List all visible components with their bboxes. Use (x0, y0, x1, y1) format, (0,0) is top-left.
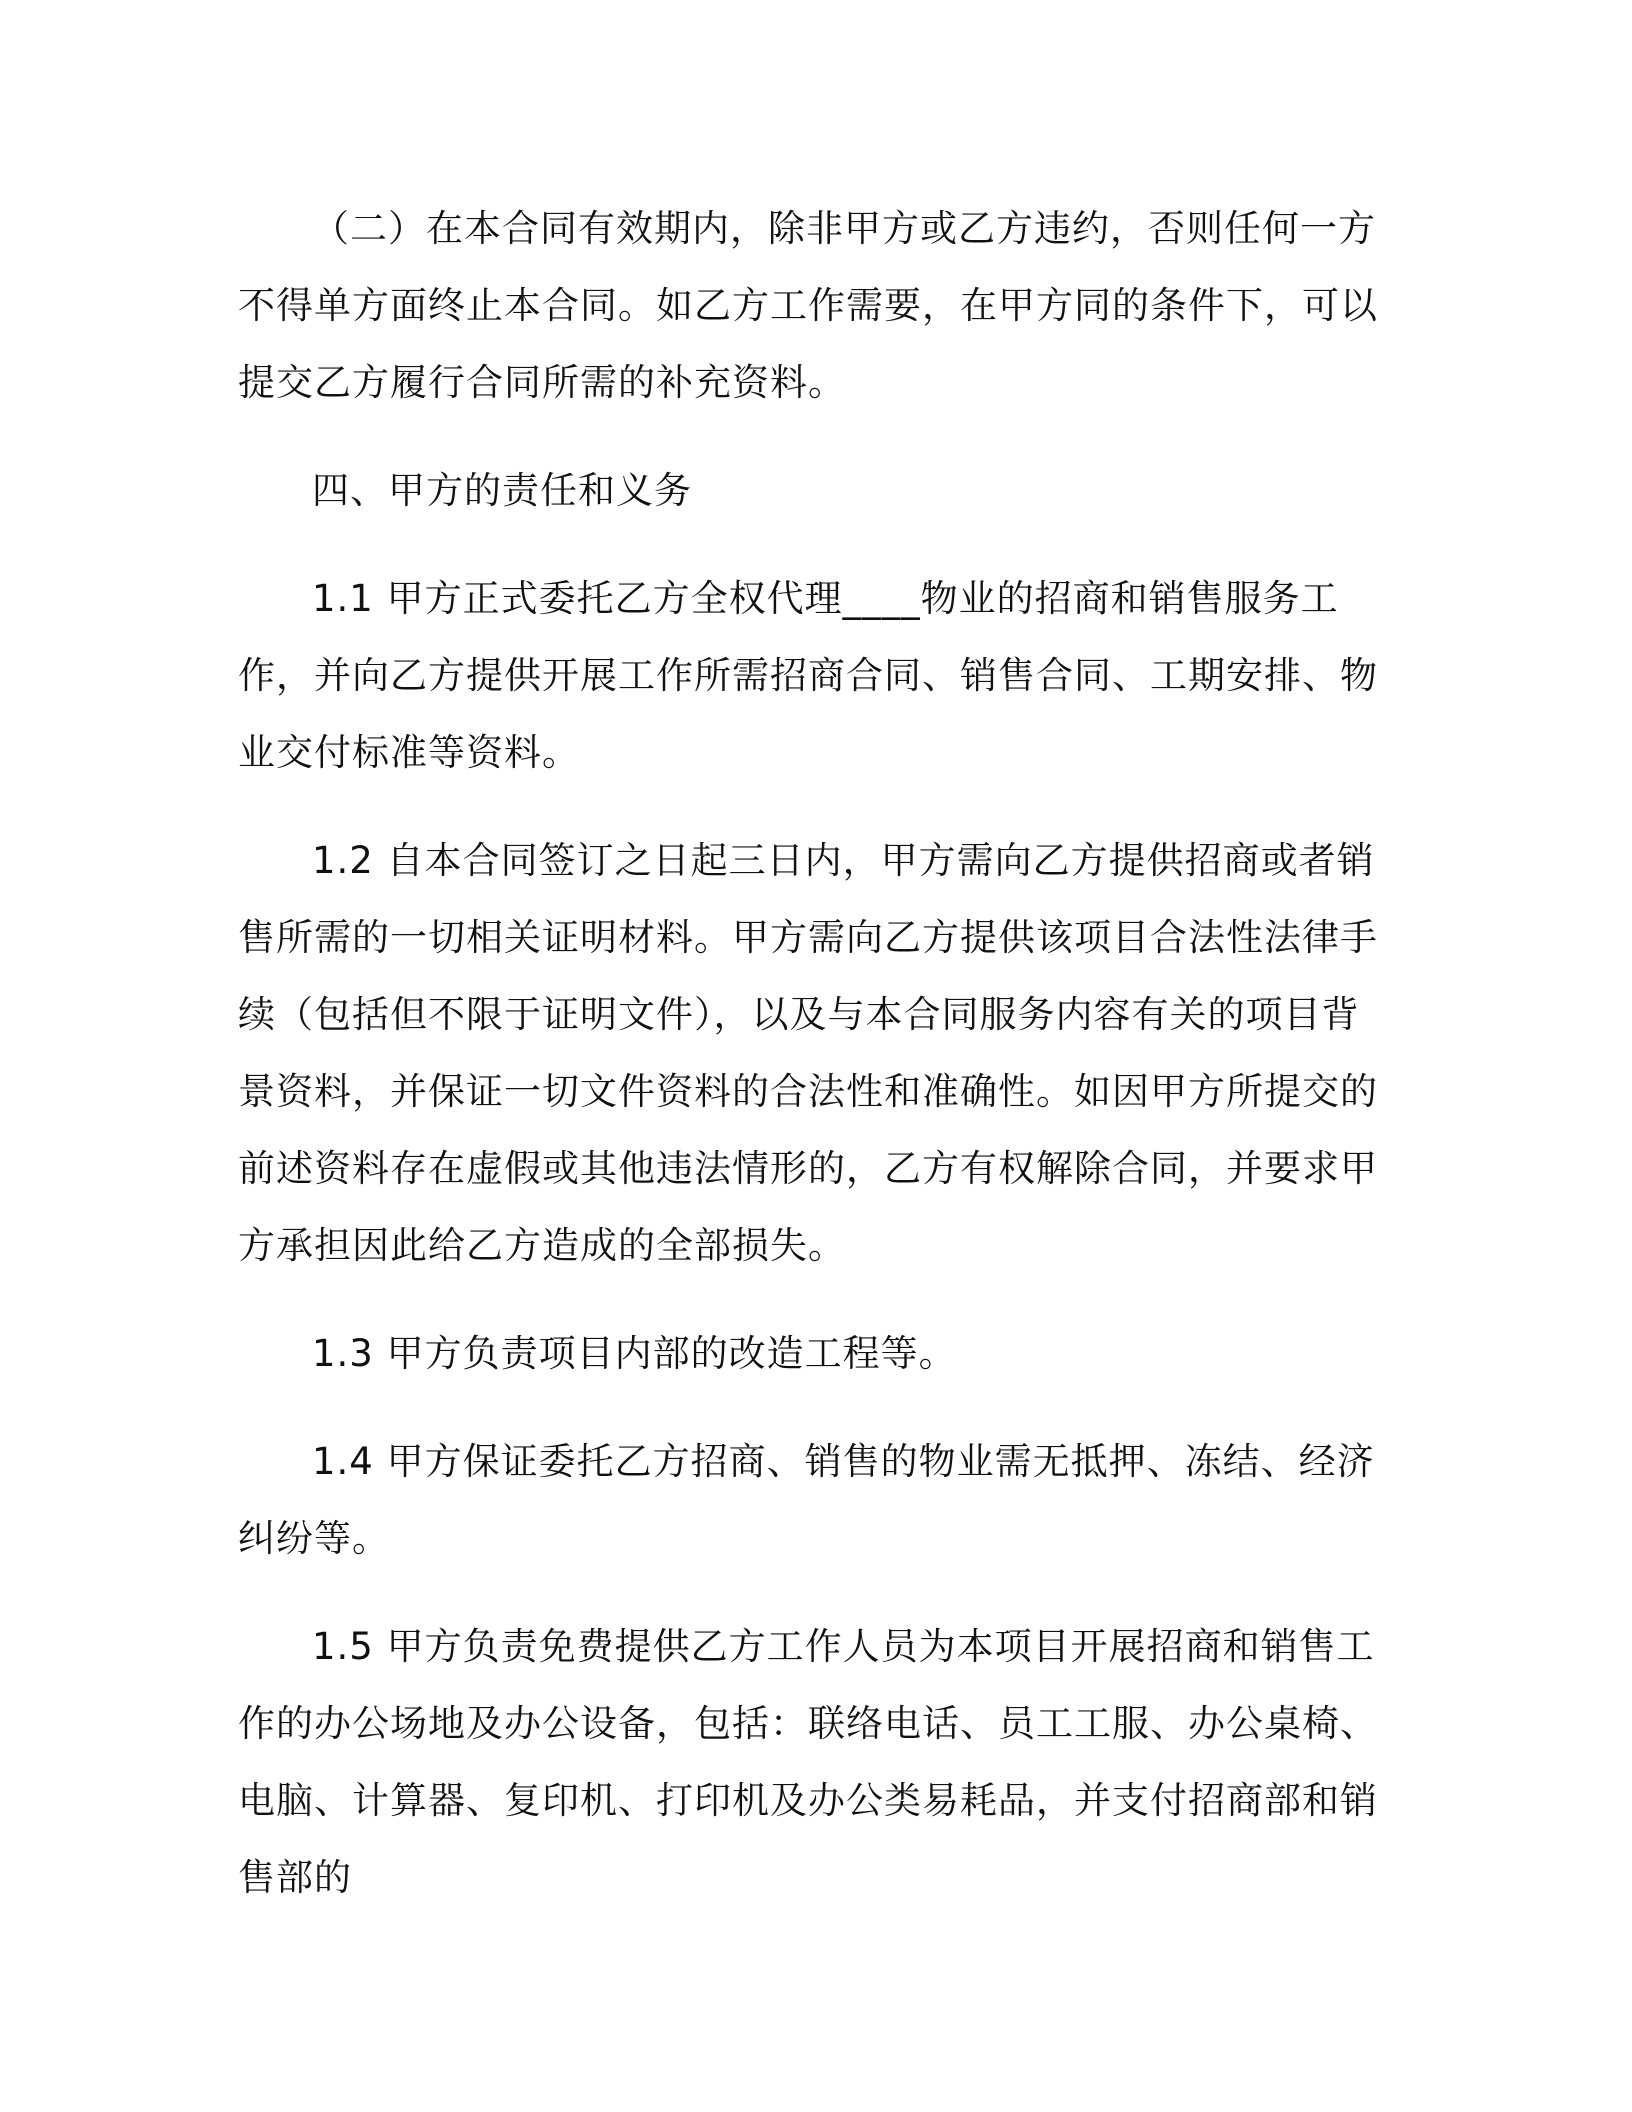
clause-1-5: 1.5 甲方负责免费提供乙方工作人员为本项目开展招商和销售工作的办公场地及办公设备，包括：联络电话、员工工服、办公桌椅、电脑、计算器、复印机、打印机及办公类易耗品，并支付招商部和销售部的 (238, 1625, 1378, 1899)
clause-1-2: 1.2 自本合同签订之日起三日内，甲方需向乙方提供招商或者销售所需的一切相关证明材料。甲方需向乙方提供该项目合法性法律手续（包括但不限于证明文件），以及与本合同服务内容有关的项目背景资料，并保证一切文件资料的合法性和准确性。如因甲方所提交的前述资料存在虚假或其他违法情形的，乙方有权解除合同，并要求甲方承担因此给乙方造成的全部损失。 (238, 839, 1378, 1267)
clause-1-3: 1.3 甲方负责项目内部的改造工程等。 (312, 1332, 957, 1375)
document-body (238, 190, 1388, 1947)
paragraph-termination-clause: （二）在本合同有效期内，除非甲方或乙方违约，否则任何一方不得单方面终止本合同。如乙方工作需要，在甲方同的条件下，可以提交乙方履行合同所需的补充资料。 (238, 207, 1378, 404)
clause-1-4: 1.4 甲方保证委托乙方招商、销售的物业需无抵押、冻结、经济纠纷等。 (238, 1440, 1375, 1560)
section-heading-party-a-duties: 四、甲方的责任和义务 (312, 469, 692, 512)
clause-1-1: 1.1 甲方正式委托乙方全权代理____物业的招商和销售服务工作，并向乙方提供开展工作所需招商合同、销售合同、工期安排、物业交付标准等资料。 (238, 577, 1378, 774)
